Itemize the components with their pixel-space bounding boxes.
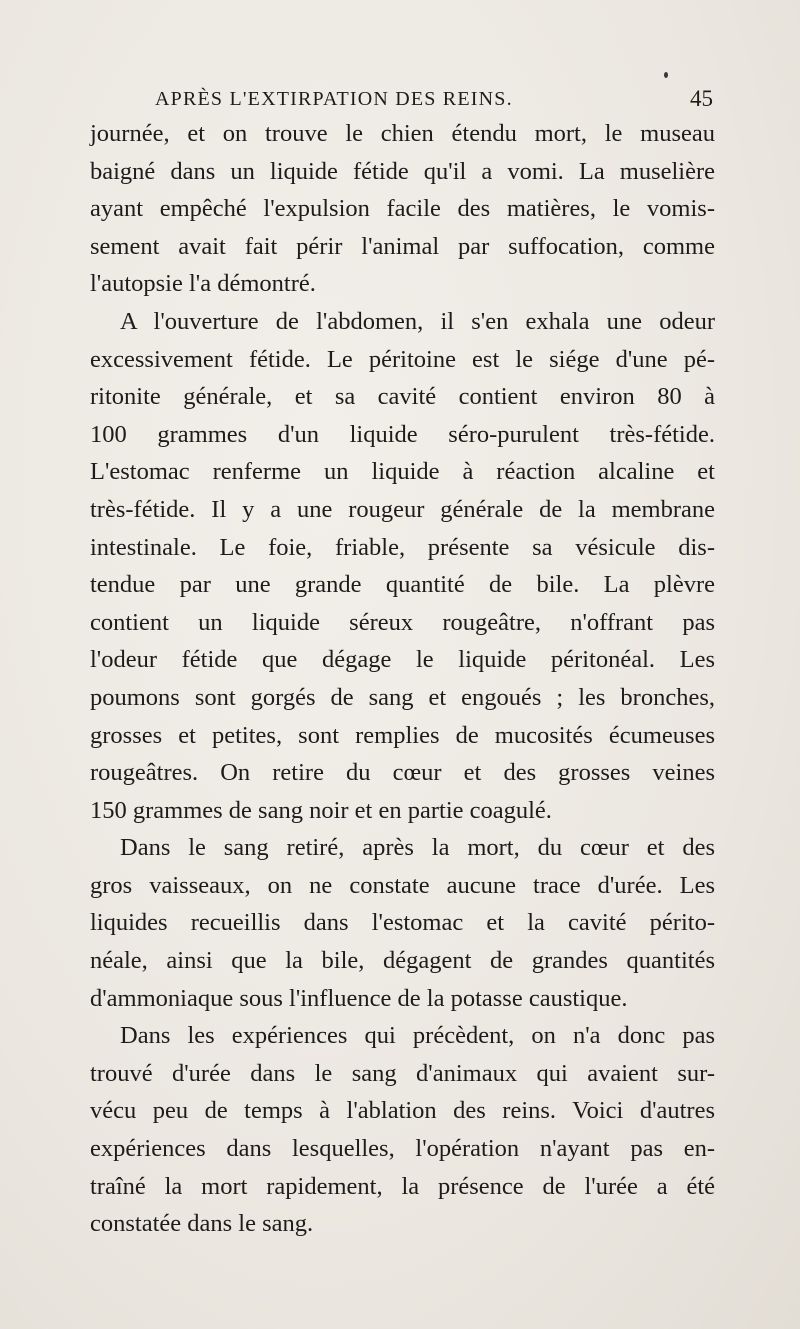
- running-head: APRÈS L'EXTIRPATION DES REINS.: [155, 88, 513, 110]
- text-line: intestinale. Le foie, friable, présente sa vésicule dis-: [90, 533, 715, 561]
- text-line: contient un liquide séreux rougeâtre, n'offrant pas: [90, 608, 715, 636]
- text-line: baigné dans un liquide fétide qu'il a vomi. La muselière: [90, 157, 715, 185]
- text-line: liquides recueillis dans l'estomac et la cavité périto-: [90, 909, 715, 937]
- text-line: Dans le sang retiré, après la mort, du cœur et des: [120, 834, 715, 862]
- text-line: l'autopsie l'a démontré.: [90, 270, 316, 298]
- text-line: sement avait fait périr l'animal par suffocation, comme: [90, 232, 715, 260]
- ink-speck: [664, 72, 668, 78]
- text-line: L'estomac renferme un liquide à réaction alcaline et: [90, 458, 715, 486]
- text-line: grosses et petites, sont remplies de mucosités écumeuses: [90, 721, 715, 749]
- text-line: poumons sont gorgés de sang et engoués ; les bronches,: [90, 683, 715, 711]
- text-line: journée, et on trouve le chien étendu mort, le museau: [90, 120, 715, 147]
- text-line: trouvé d'urée dans le sang d'animaux qui avaient sur-: [90, 1059, 715, 1087]
- text-line: vécu peu de temps à l'ablation des reins. Voici d'autres: [90, 1097, 715, 1125]
- text-line: rougeâtres. On retire du cœur et des grosses veines: [90, 759, 715, 787]
- text-line: néale, ainsi que la bile, dégagent de grandes quantités: [90, 947, 715, 975]
- text-line: excessivement fétide. Le péritoine est le siége d'une pé-: [90, 345, 715, 373]
- text-line: constatée dans le sang.: [90, 1210, 314, 1238]
- body-text: [90, 115, 715, 1243]
- text-line: ayant empêché l'expulsion facile des matières, le vomis-: [90, 195, 715, 223]
- text-line: ritonite générale, et sa cavité contient environ 80 à: [90, 383, 715, 411]
- text-line: gros vaisseaux, on ne constate aucune trace d'urée. Les: [90, 871, 715, 899]
- text-line: Dans les expériences qui précèdent, on n'a donc pas: [120, 1022, 715, 1050]
- text-line: très-fétide. Il y a une rougeur générale de la membrane: [90, 495, 715, 523]
- text-line: d'ammoniaque sous l'influence de la potasse caustique.: [90, 984, 628, 1012]
- text-line: 100 grammes d'un liquide séro-purulent très-fétide.: [90, 420, 715, 448]
- text-line: l'odeur fétide que dégage le liquide péritonéal. Les: [90, 646, 715, 674]
- text-line: tendue par une grande quantité de bile. La plèvre: [90, 571, 715, 599]
- text-line: expériences dans lesquelles, l'opération n'ayant pas en-: [90, 1135, 715, 1163]
- text-line: 150 grammes de sang noir et en partie coagulé.: [90, 796, 552, 824]
- text-line: A l'ouverture de l'abdomen, il s'en exhala une odeur: [120, 307, 715, 335]
- page-number: 45: [690, 86, 713, 111]
- text-line: traîné la mort rapidement, la présence de l'urée a été: [90, 1172, 715, 1200]
